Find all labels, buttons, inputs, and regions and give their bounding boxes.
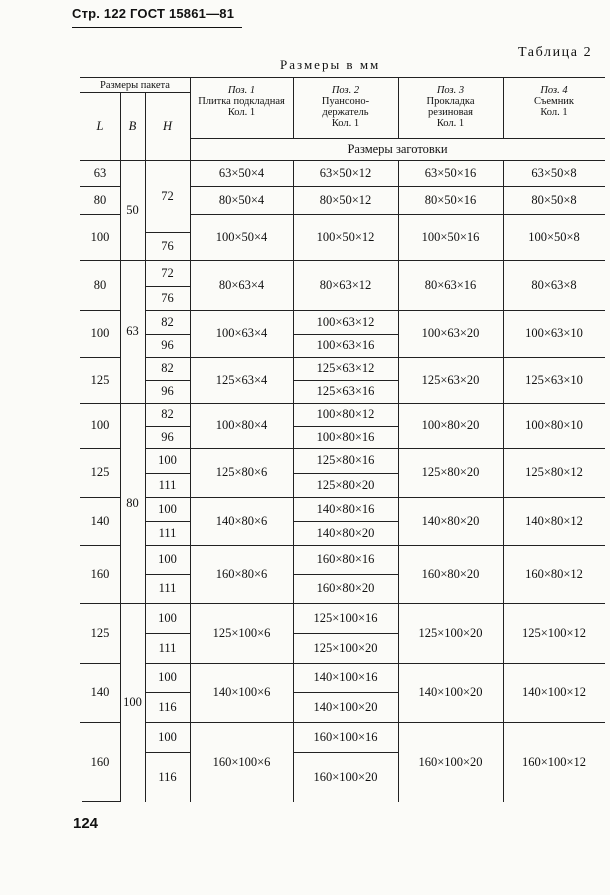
pos3-label: Поз. 3 [436,85,465,96]
cell-p1: 80×50×4 [218,192,265,207]
cell-B: 63 [126,324,139,338]
row-rule [145,473,190,474]
row-rule [293,603,398,604]
cell-H: 100 [158,552,177,566]
row-rule [398,310,503,311]
cell-p2: 160×100×16 [313,729,378,744]
row-rule [293,448,398,449]
cell-H: 111 [158,640,177,655]
cell-H: 100 [158,610,177,625]
row-rule [503,260,605,261]
row-rule [120,260,145,261]
cell-p3: 140×80×20 [421,513,480,528]
cell-p3: 160×80×20 [421,566,480,581]
cell-p3: 140×100×20 [418,685,483,699]
cell-L: 140 [90,513,110,528]
cell-p2: 63×50×12 [319,165,372,180]
cell-B: 80 [126,495,139,510]
cell-p3: 80×63×16 [424,277,477,292]
row-rule [145,545,190,546]
row-rule [145,497,190,498]
cell-L: 160 [90,566,110,581]
cell-H: 96 [161,429,174,444]
row-rule [398,497,503,498]
cell-p2: 160×80×16 [316,552,375,566]
cell-p3: 100×50×16 [421,229,480,244]
row-rule [80,722,120,723]
cell-p2: 100×63×16 [316,338,375,352]
row-rule [80,603,120,604]
column-header-pos4 [503,85,605,118]
cell-p2: 140×80×16 [316,501,375,516]
row-rule [190,663,293,664]
cell-p1: 100×80×4 [215,418,268,432]
cell-p4: 125×100×12 [521,625,587,640]
cell-p1: 80×63×4 [218,277,265,292]
row-rule [80,663,120,664]
table-caption: Размеры в мм [280,57,381,72]
row-rule [503,545,605,546]
row-rule [398,357,503,358]
cell-L: 140 [90,685,110,699]
cell-H: 100 [158,729,177,744]
pos4-label: Поз. 4 [540,85,568,96]
cell-p1: 100×50×4 [215,229,268,244]
row-rule [80,310,120,311]
pos2-label: Поз. 2 [331,85,360,96]
cell-H: 116 [158,769,177,784]
page-number: 124 [73,815,99,832]
cell-p3: 80×50×16 [424,192,477,207]
row-rule [293,633,398,634]
row-rule [293,403,398,404]
cell-L: 125 [90,372,110,387]
row-rule [398,403,503,404]
column-header-pos2 [293,85,398,129]
row-rule [503,403,605,404]
row-rule [293,722,398,723]
row-rule [190,186,293,187]
row-rule [398,603,503,604]
cell-p4: 100×80×10 [525,418,583,432]
cell-p2: 100×50×12 [316,229,375,244]
cell-H: 72 [161,265,174,280]
row-rule [145,357,190,358]
cell-p2: 140×100×20 [313,699,378,714]
pos2-name: Пуансоно- держатель [321,96,370,118]
cell-p1: 63×50×4 [218,165,265,180]
cell-p1: 125×63×4 [215,372,268,387]
row-rule [503,497,605,498]
cell-H: 100 [158,670,177,684]
cell-H: 82 [161,314,174,329]
cell-H: 100 [158,453,177,467]
cell-p2: 125×80×16 [316,453,375,467]
cell-H: 111 [158,477,177,492]
row-rule [293,214,398,215]
cell-H: 100 [158,501,177,516]
row-rule [80,448,120,449]
row-rule [398,448,503,449]
column-header-pos3 [398,85,503,129]
row-rule [80,497,120,498]
row-rule [398,545,503,546]
row-rule [80,260,120,261]
cell-H: 82 [161,407,174,421]
table-label: Таблица 2 [518,45,593,60]
row-rule [503,663,605,664]
cell-L: 160 [90,754,110,769]
row-rule [145,574,190,575]
row-rule [293,663,398,664]
row-rule [398,722,503,723]
row-rule [293,426,398,427]
row-rule [145,260,190,261]
row-rule [145,521,190,522]
row-rule [145,448,190,449]
row-rule [145,752,190,753]
row-rule [293,545,398,546]
cell-H: 116 [158,699,177,714]
cell-p1: 160×80×6 [215,566,268,581]
col-header-H: H [162,118,173,133]
cell-p2: 100×80×12 [316,407,375,421]
cell-p3: 125×63×20 [421,372,480,387]
row-rule [190,214,293,215]
pos1-label: Поз. 1 [227,85,256,96]
cell-p4: 125×80×12 [525,465,583,479]
cell-H: 96 [161,384,174,398]
row-rule [398,214,503,215]
cell-p2: 100×63×12 [316,314,375,329]
page-header: Стр. 122 ГОСТ 15861—81 [72,6,235,21]
row-rule [293,357,398,358]
cell-L: 100 [90,229,110,244]
row-rule [293,497,398,498]
row-rule [80,403,120,404]
cell-p2: 80×50×12 [319,192,372,207]
cell-p4: 63×50×8 [531,165,577,180]
cell-B: 100 [123,695,142,709]
cell-H: 72 [161,188,174,203]
cell-p2: 140×80×20 [316,525,375,540]
row-rule [145,310,190,311]
row-rule [190,448,293,449]
row-rule [145,232,190,233]
row-rule [145,286,190,287]
cell-H: 111 [158,525,177,540]
cell-p2: 125×100×16 [313,610,378,625]
row-rule [190,403,293,404]
pos1-qty: Кол. 1 [227,107,256,118]
cell-p2: 125×100×20 [313,640,378,655]
cell-p3: 125×100×20 [418,625,483,640]
cell-p1: 160×100×6 [212,754,271,769]
cell-p2: 125×63×12 [316,361,375,375]
cell-H: 76 [161,290,174,305]
blank-sizes-header: Размеры заготовки [347,141,448,156]
row-rule [293,473,398,474]
cell-H: 76 [161,238,174,253]
cell-B: 50 [126,202,139,217]
row-rule [80,357,120,358]
row-rule [503,722,605,723]
cell-L: 100 [90,326,110,340]
cell-p3: 100×80×20 [421,418,480,432]
col-header-L: L [96,118,104,133]
row-rule [80,545,120,546]
row-rule [293,310,398,311]
cell-p2: 160×100×20 [313,769,378,784]
row-rule [145,380,190,381]
cell-p4: 140×100×12 [521,685,587,699]
row-rule [80,186,120,187]
cell-p4: 100×50×8 [528,229,580,244]
cell-L: 63 [93,165,107,180]
row-rule [145,403,190,404]
row-rule [190,497,293,498]
cell-H: 111 [158,581,177,595]
cell-p2: 125×80×20 [316,477,375,492]
cell-H: 96 [161,338,174,352]
cell-p3: 100×63×20 [421,326,480,340]
cell-L: 125 [90,465,110,479]
row-rule [293,692,398,693]
row-rule [145,692,190,693]
row-rule [80,214,120,215]
cell-p2: 125×63×16 [316,384,375,398]
cell-p3: 125×80×20 [421,465,480,479]
cell-p1: 125×80×6 [215,465,268,479]
row-rule [503,448,605,449]
row-rule [293,186,398,187]
pos2-qty: Кол. 1 [331,118,360,129]
row-rule [120,403,145,404]
row-rule [293,260,398,261]
row-rule [190,357,293,358]
cell-L: 80 [93,192,107,207]
cell-p4: 100×63×10 [525,326,583,340]
cell-p1: 140×80×6 [215,513,268,528]
cell-p1: 125×100×6 [212,625,271,640]
row-rule [145,663,190,664]
row-rule [503,214,605,215]
row-rule [145,633,190,634]
row-rule [293,574,398,575]
row-rule [190,722,293,723]
row-rule [145,426,190,427]
cell-p4: 140×80×12 [525,513,583,528]
row-rule [120,603,145,604]
cell-H: 82 [161,361,174,375]
cell-p1: 140×100×6 [212,685,271,699]
row-rule [293,521,398,522]
pos4-qty: Кол. 1 [540,107,568,118]
cell-L: 125 [90,625,110,640]
cell-L: 80 [93,277,107,292]
row-rule [503,603,605,604]
row-rule [293,380,398,381]
row-rule [503,357,605,358]
row-rule [190,603,293,604]
row-rule [145,722,190,723]
row-rule [398,186,503,187]
group-header: Размеры пакета [100,80,170,91]
row-rule [398,260,503,261]
cell-p2: 140×100×16 [313,670,378,684]
pos4-name: Съемник [533,96,575,107]
row-rule [503,186,605,187]
pos1-name: Плитка подкладная [198,96,285,107]
pos3-qty: Кол. 1 [436,118,465,129]
row-rule [293,334,398,335]
cell-L: 100 [90,418,110,432]
cell-p2: 100×80×16 [316,429,375,444]
cell-p2: 160×80×20 [316,581,375,595]
row-rule [398,663,503,664]
row-rule [293,752,398,753]
cell-p4: 80×50×8 [531,192,577,207]
cell-p3: 160×100×20 [418,754,483,769]
col-header-B: B [128,118,137,133]
cell-p4: 125×63×10 [525,372,583,387]
table-top-rule [80,77,605,78]
column-header-pos1 [190,85,293,118]
row-rule [145,603,190,604]
cell-p4: 160×100×12 [521,754,587,769]
row-rule [82,801,120,802]
cell-p2: 80×63×12 [319,277,372,292]
cell-p3: 63×50×16 [424,165,477,180]
row-rule [190,260,293,261]
cell-p4: 80×63×8 [531,277,577,292]
cell-p1: 100×63×4 [215,326,268,340]
pos3-name: Прокладка резиновая [426,96,475,118]
row-rule [503,310,605,311]
cell-p4: 160×80×12 [525,566,583,581]
row-rule [190,545,293,546]
row-rule [190,310,293,311]
row-rule [145,334,190,335]
